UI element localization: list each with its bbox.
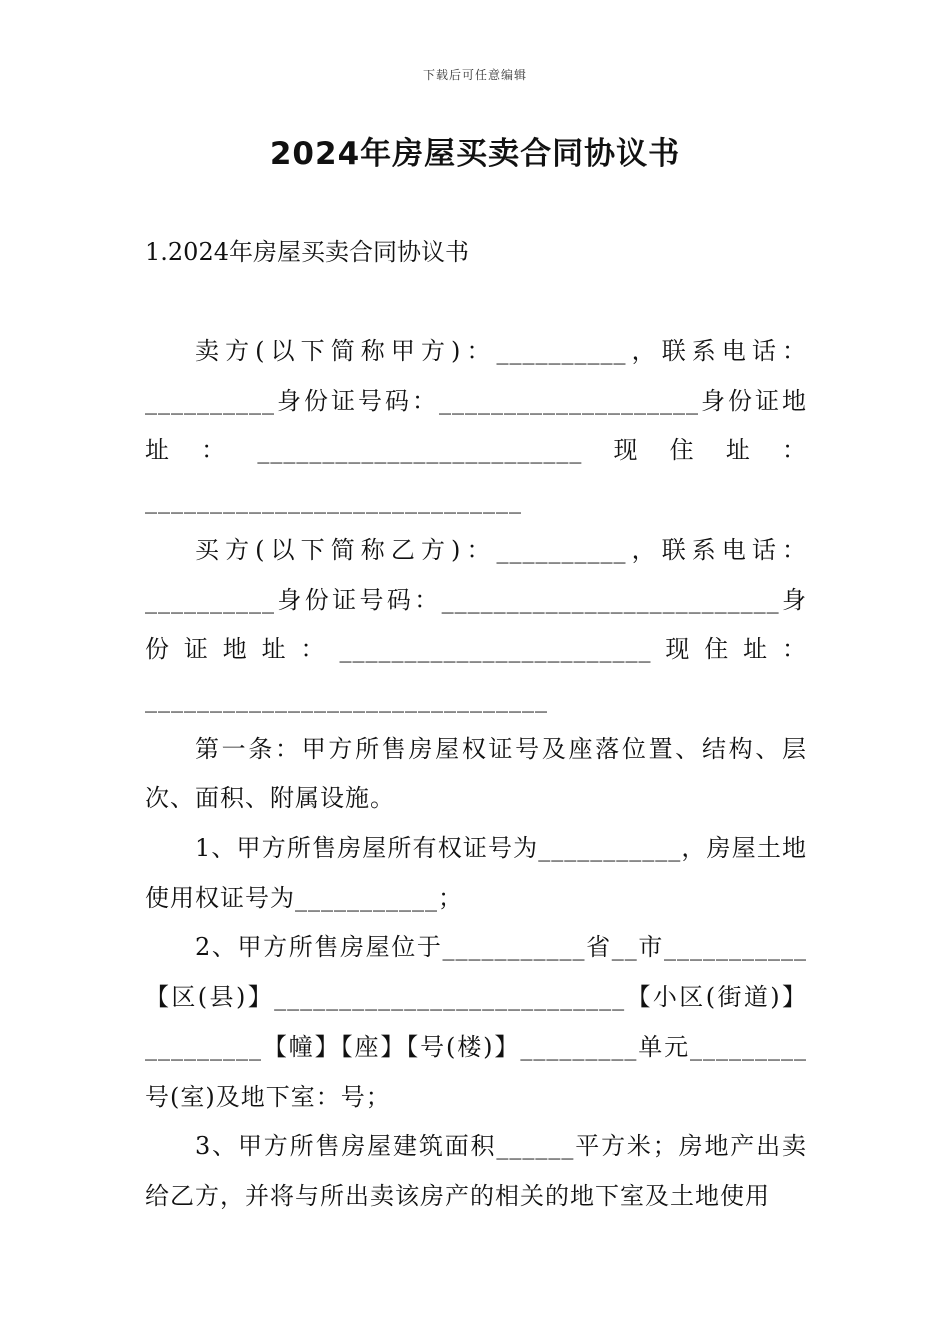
buyer-paragraph: 买方(以下简称乙方)：__________，联系电话：__________身份证号码：__________________________身份证地址：________________________现住址：_______________________________ (145, 535, 807, 713)
article-1-heading: 第一条：甲方所售房屋权证号及座落位置、结构、层次、面积、附属设施。 (145, 734, 807, 813)
document-title: 2024年房屋买卖合同协议书 (269, 136, 681, 172)
section-heading: 1.2024年房屋买卖合同协议书 (145, 238, 469, 266)
document-body (145, 327, 807, 1222)
seller-paragraph: 卖方(以下简称甲方)：__________，联系电话：__________身份证号码：____________________身份证地址：_________________________现住址：_____________________________ (145, 337, 807, 515)
header-note: 下载后可任意编辑 (422, 68, 527, 82)
clause-1: 1、甲方所售房屋所有权证号为___________，房屋土地使用权证号为___________； (145, 834, 807, 912)
clause-2: 2、甲方所售房屋位于___________省__市___________【区(县)】___________________________【小区(街道)】_________【幢】【座】【号(楼)】_________单元_________号(室)及地下室：号； (145, 933, 807, 1111)
clause-3: 3、甲方所售房屋建筑面积______平方米；房地产出卖给乙方，并将与所出卖该房产的相关的地下室及土地使用 (145, 1132, 807, 1210)
